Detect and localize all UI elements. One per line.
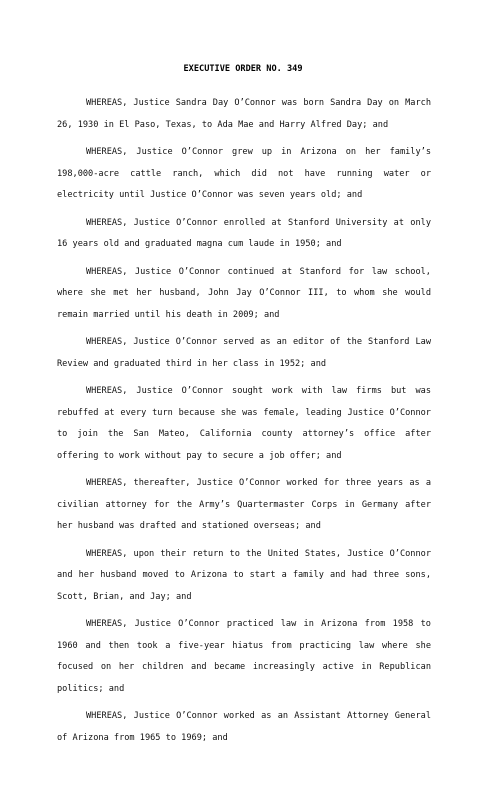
paragraph-6: WHEREAS, Justice O’Connor sought work with law firms but was rebuffed at every turn because she was female, leading Justice O’Connor to join the San Mateo, California county attorney’s office after offering to work without pay to secure a job offer; and xyxy=(57,386,431,461)
paragraph-5: WHEREAS, Justice O’Connor served as an editor of the Stanford Law Review and graduated third in her class in 1952; and xyxy=(57,337,431,369)
paragraph-10: WHEREAS, Justice O’Connor worked as an Assistant Attorney General of Arizona from 1965 to 1969; and xyxy=(57,711,431,743)
document-title: EXECUTIVE ORDER NO. 349 xyxy=(183,64,303,74)
document-body xyxy=(57,93,431,755)
paragraph-2: WHEREAS, Justice O’Connor grew up in Arizona on her family’s 198,000-acre cattle ranch, which did not have running water or electricity until Justice O’Connor was seven years old; and xyxy=(57,147,431,200)
paragraph-8: WHEREAS, upon their return to the United States, Justice O’Connor and her husband moved to Arizona to start a family and had three sons, Scott, Brian, and Jay; and xyxy=(57,548,431,602)
paragraph-1: WHEREAS, Justice Sandra Day O’Connor was born Sandra Day on March 26, 1930 in El Paso, Texas, to Ada Mae and Harry Alfred Day; and xyxy=(57,98,431,130)
paragraph-4: WHEREAS, Justice O’Connor continued at Stanford for law school, where she met her husband, John Jay O’Connor III, to whom she would remain married until his death in 2009; and xyxy=(57,266,431,320)
paragraph-9: WHEREAS, Justice O’Connor practiced law in Arizona from 1958 to 1960 and then took a five-year hiatus from practicing law where she focused on her children and became increasingly active in Republican politics; and xyxy=(57,619,431,694)
paragraph-7: WHEREAS, thereafter, Justice O’Connor worked for three years as a civilian attorney for the Army’s Quartermaster Corps in Germany after her husband was drafted and stationed overseas; and xyxy=(57,478,431,531)
paragraph-3: WHEREAS, Justice O’Connor enrolled at Stanford University at only 16 years old and graduated magna cum laude in 1950; and xyxy=(57,217,431,249)
